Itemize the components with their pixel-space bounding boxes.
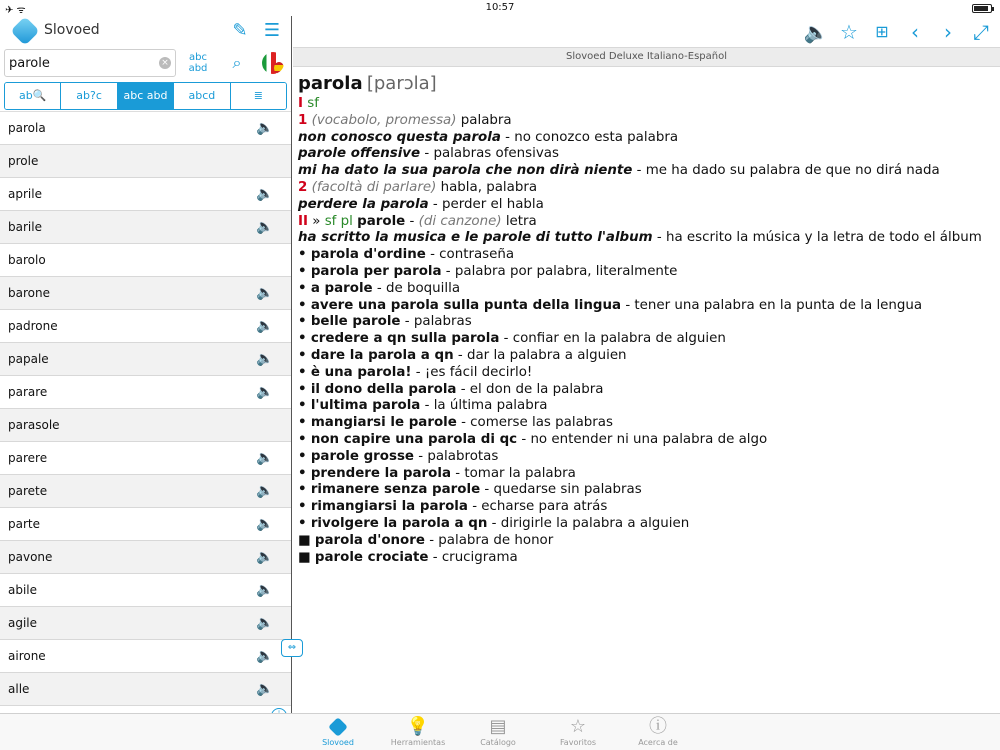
fulltext-icon[interactable]: ≣ [231, 83, 286, 109]
phrase-item [298, 415, 995, 432]
phrase-source[interactable]: a parole [310, 280, 373, 296]
phrase-source[interactable]: rimangiarsi la parola [310, 499, 468, 515]
tab-catalog[interactable] [458, 716, 538, 747]
phrase-item [298, 331, 995, 348]
speaker-icon[interactable]: 🔈 [256, 384, 274, 400]
speaker-icon[interactable]: 🔈 [256, 285, 274, 301]
phrase-translation: - echarse para atrás [472, 499, 608, 515]
phrase-translation: - palabra por palabra, literalmente [445, 263, 678, 279]
tab-info[interactable] [618, 716, 698, 747]
speaker-icon[interactable]: 🔈 [256, 549, 274, 565]
example [298, 146, 995, 163]
speaker-icon[interactable]: 🔈 [256, 120, 274, 136]
back-arrow-icon[interactable]: ‹ [911, 20, 919, 44]
word-list-item[interactable] [0, 112, 291, 145]
sense-note: (facoltà di parlare) [311, 179, 437, 195]
word-label: barone [8, 286, 50, 300]
phrase-source[interactable]: dare la parola a qn [310, 347, 454, 363]
word-list-item[interactable] [0, 673, 291, 706]
phrase-item [298, 533, 995, 550]
phrase-source[interactable]: parole crociate [314, 549, 429, 565]
card-list-icon[interactable]: ☰ [263, 20, 281, 41]
word-label: abile [8, 583, 38, 597]
catalog-icon: ▤ [489, 716, 507, 737]
magnifier-icon[interactable]: ⌕ [232, 53, 242, 72]
phrase-translation: - palabras [404, 314, 472, 330]
word-label: airone [8, 649, 46, 663]
phrase-translation: - de boquilla [376, 280, 461, 296]
phrase-source[interactable]: credere a qn sulla parola [310, 331, 500, 347]
app-header [0, 16, 292, 46]
bullet: • [298, 499, 307, 515]
speaker-icon[interactable]: 🔈 [256, 615, 274, 631]
phrase-item [298, 432, 995, 449]
speaker-icon[interactable]: 🔈 [256, 648, 274, 664]
sense-1 [298, 113, 995, 130]
word-label: parere [8, 451, 48, 465]
search-text-icon[interactable]: ab🔍 [5, 83, 61, 109]
phrase-item [298, 516, 995, 533]
word-list-item[interactable] [0, 211, 291, 244]
bullet: • [298, 465, 307, 481]
slovoed-icon [298, 716, 378, 738]
pos-line-1 [298, 96, 995, 113]
word-label: parasole [8, 418, 60, 432]
phrase-item [298, 382, 995, 399]
word-label: aprile [8, 187, 42, 201]
phrase-item [298, 281, 995, 298]
speaker-icon[interactable]: 🔈 [256, 582, 274, 598]
word-list-item[interactable] [0, 310, 291, 343]
word-form[interactable]: parole [357, 213, 406, 229]
language-flag-icon[interactable] [262, 52, 284, 74]
status-bar [0, 0, 1000, 16]
phrase-translation: - tener una palabra en la punta de la lengua [625, 297, 923, 313]
status-time: 10:57 [485, 2, 515, 13]
phrase-item [298, 247, 995, 264]
example-source[interactable]: perdere la parola [298, 196, 429, 212]
example-source[interactable]: ha scritto la musica e le parole di tutto l'album [298, 230, 653, 246]
tab-lightbulb[interactable] [378, 716, 458, 747]
pronunciation: [parɔla] [366, 73, 437, 94]
article-toolbar [293, 16, 1000, 48]
word-list-item[interactable] [0, 145, 291, 178]
word-label: prole [8, 154, 39, 168]
lightbulb-icon: 💡 [406, 716, 430, 737]
app-name: Slovoed [44, 22, 100, 38]
star-icon[interactable]: ☆ [840, 20, 858, 44]
section-number: II [298, 213, 308, 229]
phrase-item [298, 298, 995, 315]
search-input[interactable] [5, 50, 155, 76]
bullet: • [298, 431, 307, 447]
example-translation: - me ha dado su palabra de que no dirá nada [636, 163, 940, 179]
phrase-translation: - palabra de honor [429, 532, 554, 548]
bullet: • [298, 364, 307, 380]
tab-label: Slovoed [322, 738, 354, 747]
phrase-source[interactable]: parola per parola [310, 263, 442, 279]
phrase-translation: - confiar en la palabra de alguien [503, 331, 726, 347]
word-label: barolo [8, 253, 46, 267]
translation: palabra [460, 112, 512, 128]
spell-suggest-icon[interactable]: abc abd [188, 52, 208, 74]
wifi-icon: ✈ ᯤ [5, 5, 26, 16]
word-list-item[interactable] [0, 475, 291, 508]
headword: parola [298, 73, 363, 94]
translation: letra [505, 213, 537, 229]
word-list-item[interactable] [0, 541, 291, 574]
phrase-item [298, 449, 995, 466]
search-mode-bar [4, 82, 287, 110]
example-source[interactable]: parole offensive [298, 146, 421, 162]
tab-label: Favoritos [559, 738, 597, 747]
tab-label: Catálogo [480, 738, 516, 747]
phrase-translation: - crucigrama [432, 549, 518, 565]
word-list-item[interactable] [0, 574, 291, 607]
word-label: alle [8, 682, 30, 696]
word-label: parola [8, 121, 46, 135]
word-list-item[interactable] [0, 343, 291, 376]
speaker-icon[interactable]: 🔈 [803, 20, 829, 44]
word-label: parete [8, 484, 48, 498]
phrase-item [298, 398, 995, 415]
example [298, 130, 995, 147]
bullet: ■ [298, 549, 311, 565]
phrase-translation: - no entender ni una palabra de algo [521, 431, 768, 447]
example-translation: - no conozco esta palabra [505, 129, 679, 145]
phrase-item [298, 482, 995, 499]
speaker-icon[interactable]: 🔈 [256, 483, 274, 499]
speaker-icon[interactable]: 🔈 [256, 186, 274, 202]
phrase-translation: - comerse las palabras [461, 415, 613, 431]
word-list-item[interactable] [0, 244, 291, 277]
forward-arrow-icon[interactable]: › [944, 20, 952, 44]
speaker-icon[interactable]: 🔈 [256, 516, 274, 532]
word-label: papale [8, 352, 49, 366]
phrase-source[interactable]: avere una parola sulla punta della lingua [310, 297, 622, 313]
phrase-item [298, 264, 995, 281]
bullet: • [298, 314, 307, 330]
part-of-speech: sf [307, 96, 319, 111]
word-label: pavone [8, 550, 53, 564]
word-label: padrone [8, 319, 58, 333]
phrase-item [298, 348, 995, 365]
bullet: • [298, 515, 307, 531]
app-logo-icon [10, 16, 39, 45]
bullet: • [298, 263, 307, 279]
sense-number: 2 [298, 179, 308, 195]
anagram-icon[interactable]: abcd [174, 83, 230, 109]
sidebar [0, 16, 292, 713]
bullet: • [298, 398, 307, 414]
clear-search-icon[interactable]: × [159, 57, 171, 69]
speaker-icon[interactable]: 🔈 [256, 450, 274, 466]
sense-2 [298, 180, 995, 197]
example-source[interactable]: mi ha dato la sua parola che non dirà niente [298, 163, 633, 179]
phrase-item [298, 314, 995, 331]
bullet: • [298, 297, 307, 313]
example [298, 163, 995, 180]
tab-label: Acerca de [638, 738, 678, 747]
phrase-translation: - contraseña [430, 247, 515, 263]
tab-slovoed[interactable] [298, 716, 378, 747]
example-translation: - palabras ofensivas [424, 146, 559, 162]
panel-splitter-handle[interactable]: ⇔ [281, 639, 303, 657]
phrase-source[interactable]: parole grosse [310, 448, 414, 464]
bullet: • [298, 247, 307, 263]
bullet: • [298, 415, 307, 431]
word-list-item[interactable] [0, 607, 291, 640]
speaker-icon[interactable]: 🔈 [256, 219, 274, 235]
phrase-source[interactable]: l'ultima parola [310, 398, 421, 414]
phrase-source[interactable]: rivolgere la parola a qn [310, 515, 488, 531]
sense-note: (vocabolo, promessa) [311, 112, 457, 128]
phrase-source[interactable]: parola d'ordine [310, 247, 426, 263]
dictionary-article [298, 72, 995, 566]
info-icon: ⓘ [649, 716, 667, 737]
phrase-item [298, 499, 995, 516]
word-label: agile [8, 616, 38, 630]
headword-line [298, 72, 995, 96]
phrase-source[interactable]: mangiarsi le parole [310, 415, 457, 431]
phrase-source[interactable]: è una parola! [310, 364, 412, 380]
speaker-icon[interactable]: 🔈 [256, 318, 274, 334]
tab-bar [0, 713, 1000, 750]
speaker-icon[interactable]: 🔈 [256, 681, 274, 697]
section-number: I [298, 96, 303, 111]
bullet: • [298, 347, 307, 363]
word-list-item[interactable] [0, 376, 291, 409]
article-panel [293, 16, 1000, 713]
bullet: ■ [298, 532, 311, 548]
phrase-translation: - palabrotas [418, 448, 499, 464]
phrase-item [298, 550, 995, 567]
add-card-icon[interactable]: ⊞ [875, 22, 889, 41]
example-translation: - ha escrito la música y la letra de todo el álbum [656, 230, 982, 246]
example [298, 197, 995, 214]
bullet: • [298, 448, 307, 464]
search-box [4, 49, 176, 77]
sense-number: 1 [298, 112, 308, 128]
pos-line-2 [298, 214, 995, 231]
phrase-source[interactable]: belle parole [310, 314, 401, 330]
speaker-icon[interactable]: 🔈 [256, 351, 274, 367]
sense-note: (di canzone) [418, 213, 502, 229]
phrase-translation: - el don de la palabra [460, 381, 604, 397]
history-icon[interactable]: ✎ [232, 20, 248, 41]
bullet: • [298, 331, 307, 347]
arrow-glyph: » [312, 213, 321, 229]
fullscreen-icon[interactable]: ⤢ [973, 20, 989, 44]
word-label: parte [8, 517, 40, 531]
part-of-speech: sf pl [324, 213, 353, 229]
tab-label: Herramientas [390, 738, 446, 747]
word-label: parare [8, 385, 48, 399]
phrase-source[interactable]: prendere la parola [310, 465, 451, 481]
wildcard-icon[interactable]: ab?c [61, 83, 117, 109]
phrase-source[interactable]: rimanere senza parole [310, 482, 481, 498]
word-list [0, 111, 291, 713]
phrase-translation: - dirigirle la palabra a alguien [491, 515, 690, 531]
phrase-translation: - dar la palabra a alguien [457, 347, 627, 363]
word-list-item[interactable] [0, 442, 291, 475]
phrase-list [298, 247, 995, 566]
dictionary-title: Slovoed Deluxe Italiano-Español [293, 47, 1000, 67]
word-list-item[interactable] [0, 409, 291, 442]
bullet: • [298, 482, 307, 498]
example [298, 230, 995, 247]
word-list-item[interactable] [0, 640, 291, 673]
phrase-item [298, 365, 995, 382]
bullet: • [298, 280, 307, 296]
word-list-item[interactable] [0, 178, 291, 211]
word-label: barile [8, 220, 42, 234]
phrase-source[interactable]: non capire una parola di qc [310, 431, 518, 447]
fuzzy-icon[interactable]: abc abd [118, 83, 174, 109]
phrase-source[interactable]: il dono della parola [310, 381, 457, 397]
phrase-translation: - quedarse sin palabras [484, 482, 642, 498]
phrase-translation: - ¡es fácil decirlo! [415, 364, 533, 380]
tab-star[interactable] [538, 716, 618, 747]
battery-icon [972, 4, 992, 13]
word-list-item[interactable] [0, 277, 291, 310]
bullet: • [298, 381, 307, 397]
phrase-translation: - la última palabra [424, 398, 548, 414]
example-translation: - perder el habla [432, 196, 544, 212]
example-source[interactable]: non conosco questa parola [298, 129, 501, 145]
dash: - [409, 213, 415, 229]
phrase-source[interactable]: parola d'onore [314, 532, 425, 548]
translation: habla, palabra [440, 179, 538, 195]
star-icon: ☆ [569, 716, 587, 737]
word-list-item[interactable] [0, 508, 291, 541]
phrase-translation: - tomar la palabra [455, 465, 576, 481]
phrase-item [298, 466, 995, 483]
